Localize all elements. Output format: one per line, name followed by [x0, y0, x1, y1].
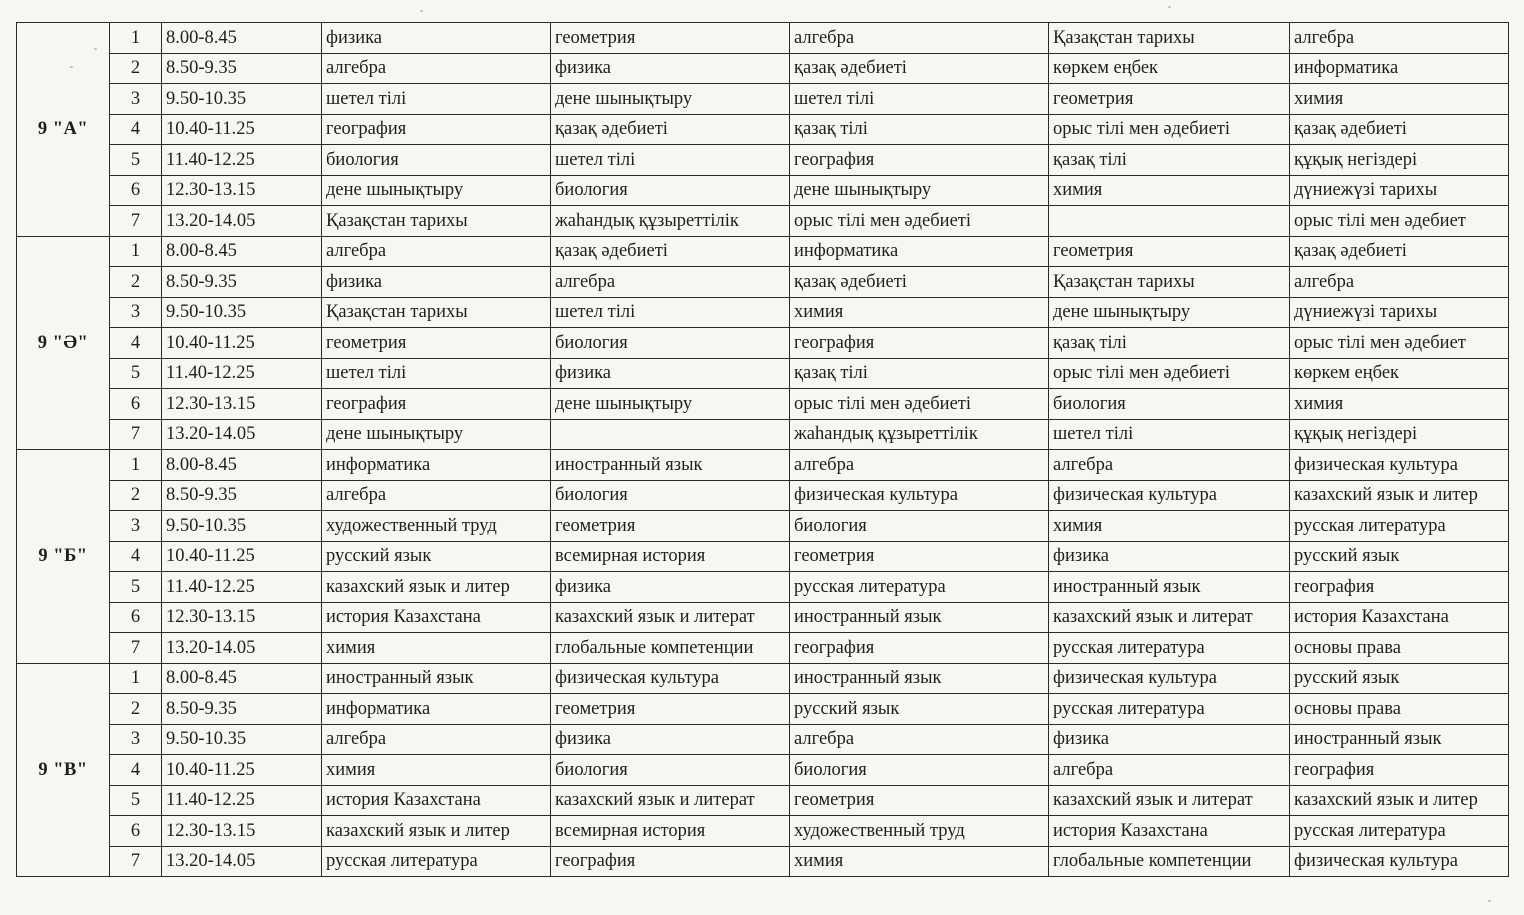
subject-cell-day-5: алгебра [1290, 23, 1509, 54]
lesson-row [17, 602, 1509, 633]
subject-cell-day-4: Қазақстан тарихы [1049, 267, 1290, 298]
subject-cell-day-2 [551, 419, 790, 450]
lesson-row [17, 572, 1509, 603]
subject-cell-day-2: всемирная история [551, 541, 790, 572]
subject-cell-day-4: геометрия [1049, 236, 1290, 267]
lesson-time: 9.50-10.35 [162, 724, 322, 755]
lesson-row [17, 328, 1509, 359]
subject-cell-day-1: география [322, 114, 551, 145]
subject-cell-day-3: орыс тілі мен әдебиеті [790, 206, 1049, 237]
lesson-number: 6 [110, 602, 162, 633]
subject-cell-day-4: русская литература [1049, 694, 1290, 725]
lesson-number: 5 [110, 145, 162, 176]
subject-cell-day-1: химия [322, 633, 551, 664]
lesson-time: 8.00-8.45 [162, 450, 322, 481]
subject-cell-day-4: глобальные компетенции [1049, 846, 1290, 877]
subject-cell-day-1: дене шынықтыру [322, 419, 551, 450]
subject-cell-day-4: алгебра [1049, 450, 1290, 481]
lesson-number: 5 [110, 785, 162, 816]
subject-cell-day-4: қазақ тілі [1049, 145, 1290, 176]
subject-cell-day-4: химия [1049, 175, 1290, 206]
subject-cell-day-5: иностранный язык [1290, 724, 1509, 755]
subject-cell-day-4: история Казахстана [1049, 816, 1290, 847]
subject-cell-day-3: иностранный язык [790, 663, 1049, 694]
lesson-row [17, 389, 1509, 420]
lesson-row [17, 419, 1509, 450]
subject-cell-day-1: русская литература [322, 846, 551, 877]
subject-cell-day-3: алгебра [790, 450, 1049, 481]
subject-cell-day-1: информатика [322, 450, 551, 481]
subject-cell-day-4: көркем еңбек [1049, 53, 1290, 84]
lesson-number: 1 [110, 236, 162, 267]
lesson-number: 3 [110, 511, 162, 542]
lesson-time: 12.30-13.15 [162, 389, 322, 420]
lesson-number: 2 [110, 694, 162, 725]
lesson-row [17, 816, 1509, 847]
subject-cell-day-5: физическая культура [1290, 846, 1509, 877]
subject-cell-day-3: информатика [790, 236, 1049, 267]
subject-cell-day-3: химия [790, 846, 1049, 877]
lesson-row [17, 846, 1509, 877]
subject-cell-day-3: география [790, 633, 1049, 664]
lesson-row [17, 114, 1509, 145]
subject-cell-day-2: биология [551, 328, 790, 359]
subject-cell-day-3: химия [790, 297, 1049, 328]
subject-cell-day-2: қазақ әдебиеті [551, 114, 790, 145]
subject-cell-day-2: биология [551, 480, 790, 511]
subject-cell-day-1: алгебра [322, 480, 551, 511]
lesson-number: 6 [110, 816, 162, 847]
lesson-time: 8.00-8.45 [162, 663, 322, 694]
lesson-time: 13.20-14.05 [162, 206, 322, 237]
subject-cell-day-3: биология [790, 511, 1049, 542]
lesson-number: 4 [110, 755, 162, 786]
lesson-row [17, 84, 1509, 115]
lesson-row [17, 175, 1509, 206]
subject-cell-day-3: русская литература [790, 572, 1049, 603]
subject-cell-day-4: казахский язык и литерат [1049, 785, 1290, 816]
subject-cell-day-1: казахский язык и литер [322, 816, 551, 847]
lesson-time: 8.00-8.45 [162, 236, 322, 267]
subject-cell-day-2: дене шынықтыру [551, 84, 790, 115]
subject-cell-day-2: иностранный язык [551, 450, 790, 481]
lesson-time: 8.50-9.35 [162, 267, 322, 298]
lesson-number: 1 [110, 23, 162, 54]
subject-cell-day-3: орыс тілі мен әдебиеті [790, 389, 1049, 420]
subject-cell-day-4: геометрия [1049, 84, 1290, 115]
subject-cell-day-2: геометрия [551, 23, 790, 54]
subject-cell-day-1: алгебра [322, 53, 551, 84]
subject-cell-day-2: геометрия [551, 511, 790, 542]
subject-cell-day-1: алгебра [322, 236, 551, 267]
lesson-row [17, 297, 1509, 328]
lesson-number: 7 [110, 633, 162, 664]
subject-cell-day-5: орыс тілі мен әдебиет [1290, 328, 1509, 359]
subject-cell-day-4: алгебра [1049, 755, 1290, 786]
lesson-row [17, 694, 1509, 725]
lesson-row [17, 236, 1509, 267]
lesson-number: 2 [110, 267, 162, 298]
subject-cell-day-3: биология [790, 755, 1049, 786]
subject-cell-day-3: қазақ әдебиеті [790, 267, 1049, 298]
subject-cell-day-5: құқық негіздері [1290, 145, 1509, 176]
subject-cell-day-4: физическая культура [1049, 663, 1290, 694]
subject-cell-day-1: художественный труд [322, 511, 551, 542]
subject-cell-day-5: химия [1290, 389, 1509, 420]
lesson-row [17, 23, 1509, 54]
subject-cell-day-4: Қазақстан тарихы [1049, 23, 1290, 54]
subject-cell-day-4: орыс тілі мен әдебиеті [1049, 114, 1290, 145]
schedule-table [16, 22, 1509, 877]
lesson-time: 10.40-11.25 [162, 114, 322, 145]
subject-cell-day-2: қазақ әдебиеті [551, 236, 790, 267]
subject-cell-day-3: қазақ тілі [790, 114, 1049, 145]
lesson-number: 7 [110, 846, 162, 877]
subject-cell-day-5: русский язык [1290, 541, 1509, 572]
subject-cell-day-2: шетел тілі [551, 145, 790, 176]
subject-cell-day-1: история Казахстана [322, 785, 551, 816]
lesson-row [17, 755, 1509, 786]
subject-cell-day-3: география [790, 328, 1049, 359]
lesson-time: 10.40-11.25 [162, 755, 322, 786]
lesson-row [17, 633, 1509, 664]
lesson-row [17, 663, 1509, 694]
lesson-time: 8.50-9.35 [162, 53, 322, 84]
subject-cell-day-5: русский язык [1290, 663, 1509, 694]
lesson-time: 12.30-13.15 [162, 816, 322, 847]
lesson-row [17, 206, 1509, 237]
subject-cell-day-5: көркем еңбек [1290, 358, 1509, 389]
subject-cell-day-4: химия [1049, 511, 1290, 542]
class-label: 9 "Ә" [17, 236, 110, 450]
subject-cell-day-3: алгебра [790, 23, 1049, 54]
subject-cell-day-5: основы права [1290, 633, 1509, 664]
subject-cell-day-2: всемирная история [551, 816, 790, 847]
subject-cell-day-5: основы права [1290, 694, 1509, 725]
subject-cell-day-3: художественный труд [790, 816, 1049, 847]
lesson-number: 1 [110, 663, 162, 694]
lesson-number: 4 [110, 541, 162, 572]
subject-cell-day-4 [1049, 206, 1290, 237]
subject-cell-day-4: русская литература [1049, 633, 1290, 664]
subject-cell-day-4: физика [1049, 724, 1290, 755]
lesson-number: 1 [110, 450, 162, 481]
subject-cell-day-1: иностранный язык [322, 663, 551, 694]
subject-cell-day-3: геометрия [790, 541, 1049, 572]
subject-cell-day-4: иностранный язык [1049, 572, 1290, 603]
subject-cell-day-2: физика [551, 572, 790, 603]
subject-cell-day-1: геометрия [322, 328, 551, 359]
lesson-number: 5 [110, 572, 162, 603]
subject-cell-day-4: дене шынықтыру [1049, 297, 1290, 328]
subject-cell-day-2: жаһандық құзыреттілік [551, 206, 790, 237]
lesson-row [17, 480, 1509, 511]
subject-cell-day-1: дене шынықтыру [322, 175, 551, 206]
subject-cell-day-2: дене шынықтыру [551, 389, 790, 420]
lesson-number: 6 [110, 389, 162, 420]
lesson-number: 2 [110, 53, 162, 84]
subject-cell-day-1: история Казахстана [322, 602, 551, 633]
subject-cell-day-2: казахский язык и литерат [551, 785, 790, 816]
lesson-time: 9.50-10.35 [162, 511, 322, 542]
subject-cell-day-1: алгебра [322, 724, 551, 755]
lesson-row [17, 785, 1509, 816]
subject-cell-day-3: алгебра [790, 724, 1049, 755]
lesson-time: 13.20-14.05 [162, 846, 322, 877]
subject-cell-day-5: география [1290, 755, 1509, 786]
schedule-page [16, 22, 1508, 877]
subject-cell-day-5: русская литература [1290, 511, 1509, 542]
subject-cell-day-3: жаһандық құзыреттілік [790, 419, 1049, 450]
subject-cell-day-5: казахский язык и литер [1290, 480, 1509, 511]
lesson-row [17, 450, 1509, 481]
lesson-number: 3 [110, 84, 162, 115]
lesson-time: 10.40-11.25 [162, 541, 322, 572]
lesson-row [17, 53, 1509, 84]
subject-cell-day-3: иностранный язык [790, 602, 1049, 633]
subject-cell-day-1: Қазақстан тарихы [322, 206, 551, 237]
subject-cell-day-2: биология [551, 175, 790, 206]
lesson-time: 11.40-12.25 [162, 572, 322, 603]
schedule-body [17, 23, 1509, 877]
lesson-time: 8.00-8.45 [162, 23, 322, 54]
lesson-row [17, 267, 1509, 298]
class-label: 9 "Б" [17, 450, 110, 664]
subject-cell-day-1: казахский язык и литер [322, 572, 551, 603]
lesson-time: 11.40-12.25 [162, 145, 322, 176]
lesson-time: 11.40-12.25 [162, 785, 322, 816]
lesson-time: 12.30-13.15 [162, 175, 322, 206]
lesson-number: 3 [110, 297, 162, 328]
subject-cell-day-5: құқық негіздері [1290, 419, 1509, 450]
lesson-time: 9.50-10.35 [162, 84, 322, 115]
lesson-row [17, 724, 1509, 755]
lesson-row [17, 145, 1509, 176]
subject-cell-day-1: шетел тілі [322, 358, 551, 389]
subject-cell-day-2: физика [551, 724, 790, 755]
lesson-number: 3 [110, 724, 162, 755]
subject-cell-day-1: информатика [322, 694, 551, 725]
subject-cell-day-3: дене шынықтыру [790, 175, 1049, 206]
subject-cell-day-1: биология [322, 145, 551, 176]
lesson-time: 10.40-11.25 [162, 328, 322, 359]
lesson-row [17, 358, 1509, 389]
subject-cell-day-4: физическая культура [1049, 480, 1290, 511]
subject-cell-day-2: шетел тілі [551, 297, 790, 328]
subject-cell-day-2: казахский язык и литерат [551, 602, 790, 633]
subject-cell-day-2: алгебра [551, 267, 790, 298]
subject-cell-day-3: география [790, 145, 1049, 176]
lesson-time: 9.50-10.35 [162, 297, 322, 328]
subject-cell-day-1: физика [322, 267, 551, 298]
lesson-time: 8.50-9.35 [162, 480, 322, 511]
subject-cell-day-5: география [1290, 572, 1509, 603]
lesson-number: 4 [110, 114, 162, 145]
subject-cell-day-2: физика [551, 53, 790, 84]
subject-cell-day-3: шетел тілі [790, 84, 1049, 115]
subject-cell-day-1: физика [322, 23, 551, 54]
subject-cell-day-4: шетел тілі [1049, 419, 1290, 450]
subject-cell-day-5: физическая культура [1290, 450, 1509, 481]
lesson-number: 5 [110, 358, 162, 389]
subject-cell-day-2: физика [551, 358, 790, 389]
subject-cell-day-1: шетел тілі [322, 84, 551, 115]
subject-cell-day-2: геометрия [551, 694, 790, 725]
subject-cell-day-3: физическая культура [790, 480, 1049, 511]
subject-cell-day-5: информатика [1290, 53, 1509, 84]
lesson-number: 7 [110, 419, 162, 450]
subject-cell-day-4: казахский язык и литерат [1049, 602, 1290, 633]
lesson-time: 12.30-13.15 [162, 602, 322, 633]
subject-cell-day-1: русский язык [322, 541, 551, 572]
lesson-number: 7 [110, 206, 162, 237]
subject-cell-day-3: қазақ тілі [790, 358, 1049, 389]
subject-cell-day-5: история Казахстана [1290, 602, 1509, 633]
subject-cell-day-4: физика [1049, 541, 1290, 572]
subject-cell-day-5: қазақ әдебиеті [1290, 236, 1509, 267]
lesson-time: 13.20-14.05 [162, 419, 322, 450]
subject-cell-day-4: орыс тілі мен әдебиеті [1049, 358, 1290, 389]
subject-cell-day-3: қазақ әдебиеті [790, 53, 1049, 84]
subject-cell-day-5: русская литература [1290, 816, 1509, 847]
subject-cell-day-3: геометрия [790, 785, 1049, 816]
subject-cell-day-5: химия [1290, 84, 1509, 115]
lesson-time: 13.20-14.05 [162, 633, 322, 664]
lesson-row [17, 541, 1509, 572]
subject-cell-day-4: биология [1049, 389, 1290, 420]
class-label: 9 "В" [17, 663, 110, 877]
lesson-number: 4 [110, 328, 162, 359]
subject-cell-day-3: русский язык [790, 694, 1049, 725]
lesson-row [17, 511, 1509, 542]
lesson-time: 8.50-9.35 [162, 694, 322, 725]
subject-cell-day-5: алгебра [1290, 267, 1509, 298]
lesson-number: 2 [110, 480, 162, 511]
subject-cell-day-4: қазақ тілі [1049, 328, 1290, 359]
class-label: 9 "А" [17, 23, 110, 237]
subject-cell-day-5: казахский язык и литер [1290, 785, 1509, 816]
subject-cell-day-5: қазақ әдебиеті [1290, 114, 1509, 145]
subject-cell-day-5: дүниежүзі тарихы [1290, 175, 1509, 206]
subject-cell-day-2: глобальные компетенции [551, 633, 790, 664]
subject-cell-day-5: орыс тілі мен әдебиет [1290, 206, 1509, 237]
subject-cell-day-1: химия [322, 755, 551, 786]
subject-cell-day-2: физическая культура [551, 663, 790, 694]
subject-cell-day-1: Қазақстан тарихы [322, 297, 551, 328]
lesson-number: 6 [110, 175, 162, 206]
subject-cell-day-2: биология [551, 755, 790, 786]
subject-cell-day-5: дүниежүзі тарихы [1290, 297, 1509, 328]
subject-cell-day-2: география [551, 846, 790, 877]
lesson-time: 11.40-12.25 [162, 358, 322, 389]
subject-cell-day-1: география [322, 389, 551, 420]
